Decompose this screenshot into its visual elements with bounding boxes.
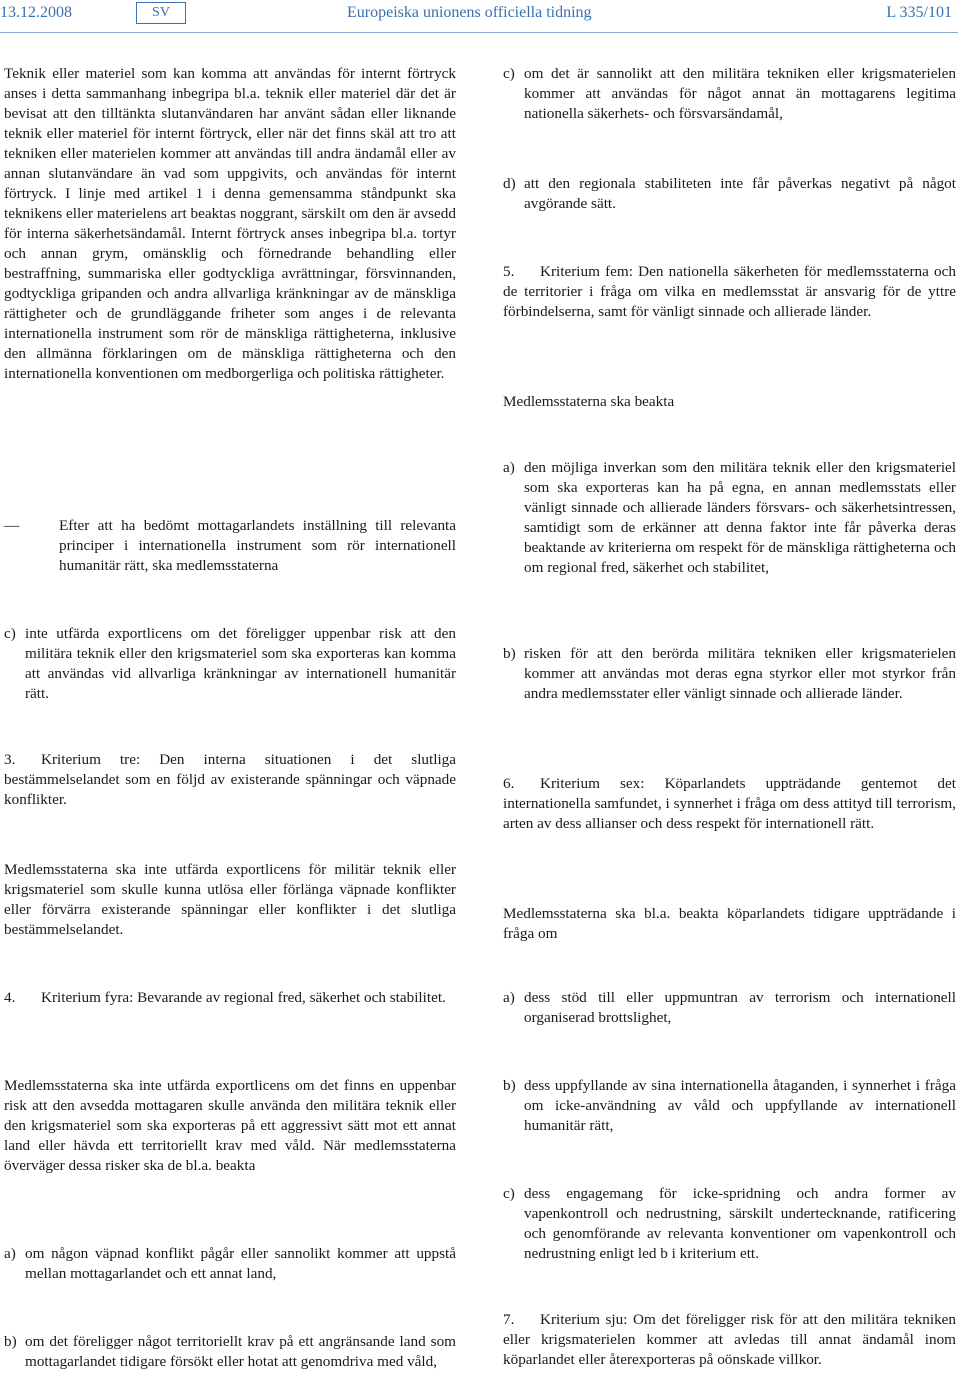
page-number: L 335/101 [886,4,952,21]
page-header [0,0,960,36]
item-text: dess uppfyllande av sina internationella åtaganden, i synnerhet i fråga om icke-användning av våld och uppfyllande av internationell humanitär rätt, [524,1077,956,1134]
item-label: a) [4,1245,16,1262]
internal-repression-paragraph: Teknik eller materiel som kan komma att användas för internt förtryck anses i detta sammanhang inbegripa bl.a. teknik eller materiel där det är bevisat att den tilltänkta slutanvändaren har använt sådan eller liknande teknik eller materiel för internt förtryck, eller när det finns skäl att tro att tekniken eller materielen kommer att användas till andra ändamål eller av annan slutanvändare än vad som uppgivits, och användas för internt förtryck. I linje med artikel 1 i denna gemensamma ståndpunkt ska teknikens eller materielens art beaktas noggrant, särskilt om den är avsedd för interna säkerhetsändamål. Internt förtryck anses inbegripa bl.a. tortyr och annan grym, omänsklig och förnedrande behandling eller bestraffning, summariska eller godtyckliga avrättningar, försvinnanden, godtyckliga gripanden och andra allvarliga kränkningar av de mänskliga rättigheter och de grundläggande friheter som anges i de relevanta internationella instrument som rör de mänskliga rättigheterna, inklusive den allmänna förklaringen om de mänskliga rättigheterna och den internationella konventionen om medborgerliga och politiska rättigheter. [4,65,456,382]
criterion-number: 6. [503,775,515,792]
item-text: att den regionala stabiliteten inte får påverkas negativt på något avgörande sätt. [524,175,956,212]
criterion-four-paragraph: Medlemsstaterna ska inte utfärda exportlicens om det finns en uppenbar risk att den avsedda mottagaren skulle använda den militära teknik eller den krigsmateriel som ska exporteras på ett aggressivt sätt mot ett annat land eller hävda ett territoriellt krav med våld. När medlemsstaterna överväger dessa risker ska de bl.a. beakta [4,1077,456,1174]
dash-label: — [4,517,20,534]
journal-title: Europeiska unionens officiella tidning [347,4,592,21]
item-text: den möjliga inverkan som den militära teknik eller den krigsmateriel som ska exporteras kan ha på egna, en annan medlemsstats eller vänligt sinnade och allierade länders försvars- och säkerhetsintressen, samtidigt som de erkänner att denna faktor inte får påverka deras beaktande av kriterierna om respekt för de mänskliga rättigheterna och om regional fred, säkerhet och stabilitet, [524,459,956,576]
criterion-four-heading [4,988,456,1008]
criterion-text: Kriterium fyra: Bevarande av regional fred, säkerhet och stabilitet. [41,989,446,1006]
item-text: om någon väpnad konflikt pågår eller sannolikt kommer att uppstå mellan mottagarlandet och ett annat land, [25,1245,456,1282]
criterion-text: Kriterium sex: Köparlandets uppträdande gentemot det internationella samfundet, i synnerhet i fråga om dess attityd till terrorism, arten av dess allianser och dess respekt för internationell rätt. [503,775,956,832]
item-text: dess stöd till eller uppmuntran av terrorism och internationell organiserad brottslighet, [524,989,956,1026]
item-text: inte utfärda exportlicens om det föreligger uppenbar risk att den militära teknik eller den krigsmateriel som ska exporteras kan komma att användas vid allvarliga kränkningar av internationell humanitär rätt. [25,625,456,702]
item-text: om det är sannolikt att den militära tekniken eller krigsmaterielen kommer att användas för något annat än mottagarens legitima nationella säkerhets- och försvarsändamål, [524,65,956,122]
header-rule [0,32,958,33]
list-item-a [503,458,956,578]
criterion-three-heading [4,750,456,810]
criterion-text: Kriterium sju: Om det föreligger risk för att den militära tekniken eller krigsmaterielen kommer att avledas till annat ändamål inom köparlandet eller återexporteras på oönskade villkor. [503,1311,956,1368]
criterion-three-paragraph: Medlemsstaterna ska inte utfärda exportlicens för militär teknik eller krigsmateriel som skulle kunna utlösa eller förlänga väpnade konflikter eller förvärra existerande spänningar eller konflikter i det slutliga bestämmelselandet. [4,861,456,938]
criterion-five-heading [503,262,956,322]
criterion-number: 4. [4,989,16,1006]
list-item-c [503,1184,956,1264]
item-label: d) [503,175,516,192]
header-date: 13.12.2008 [0,4,72,21]
language-badge: SV [136,2,186,24]
item-label: c) [4,625,16,642]
dash-item-humanitarian [4,516,456,576]
list-item-b [503,644,956,704]
item-text: dess engagemang för icke-spridning och andra former av vapenkontroll och nedrustning, särskilt undertecknande, ratificering och genomförande av relevanta konventioner om vapenkontroll och nedrustning enligt led b i kriterium ett. [524,1185,956,1262]
criterion-text: Kriterium tre: Den interna situationen i det slutliga bestämmelselandet som en följd av existerande spänningar och väpnade konflikter. [4,751,456,808]
criterion-seven-heading [503,1310,956,1370]
list-item-c [503,64,956,124]
criterion-number: 3. [4,751,16,768]
item-text: om det föreligger något territoriellt krav på ett angränsande land som mottagarlandet tidigare försökt eller hotat att genomdriva med våld, [25,1333,456,1370]
item-label: b) [503,645,516,662]
item-label: a) [503,459,515,476]
criterion-six-heading [503,774,956,834]
criterion-five-intro: Medlemsstaterna ska beakta [503,393,675,410]
list-item-c [4,624,456,704]
item-label: b) [503,1077,516,1094]
criterion-text: Kriterium fem: Den nationella säkerheten för medlemsstaterna och de territorier i fråga om vilka en medlemsstat är ansvarig för de yttre förbindelserna, samt för vänligt sinnade och allierade länder. [503,263,956,320]
list-item-b [4,1332,456,1372]
item-label: a) [503,989,515,1006]
criterion-number: 7. [503,1311,515,1328]
criterion-six-intro: Medlemsstaterna ska bl.a. beakta köparlandets tidigare uppträdande i fråga om [503,905,956,942]
list-item-b [503,1076,956,1136]
item-label: b) [4,1333,17,1350]
list-item-a [503,988,956,1028]
list-item-d [503,174,956,214]
list-item-a [4,1244,456,1284]
dash-text: Efter att ha bedömt mottagarlandets inställning till relevanta principer i internationella instrument som rör internationell humanitär rätt, ska medlemsstaterna [59,517,456,574]
item-label: c) [503,1185,515,1202]
criterion-number: 5. [503,263,515,280]
item-text: risken för att den berörda militära tekniken eller krigsmaterielen kommer att användas mot deras egna styrkor eller mot styrkor från andra medlemsstater eller vänligt sinnade och allierade länder. [524,645,956,702]
item-label: c) [503,65,515,82]
